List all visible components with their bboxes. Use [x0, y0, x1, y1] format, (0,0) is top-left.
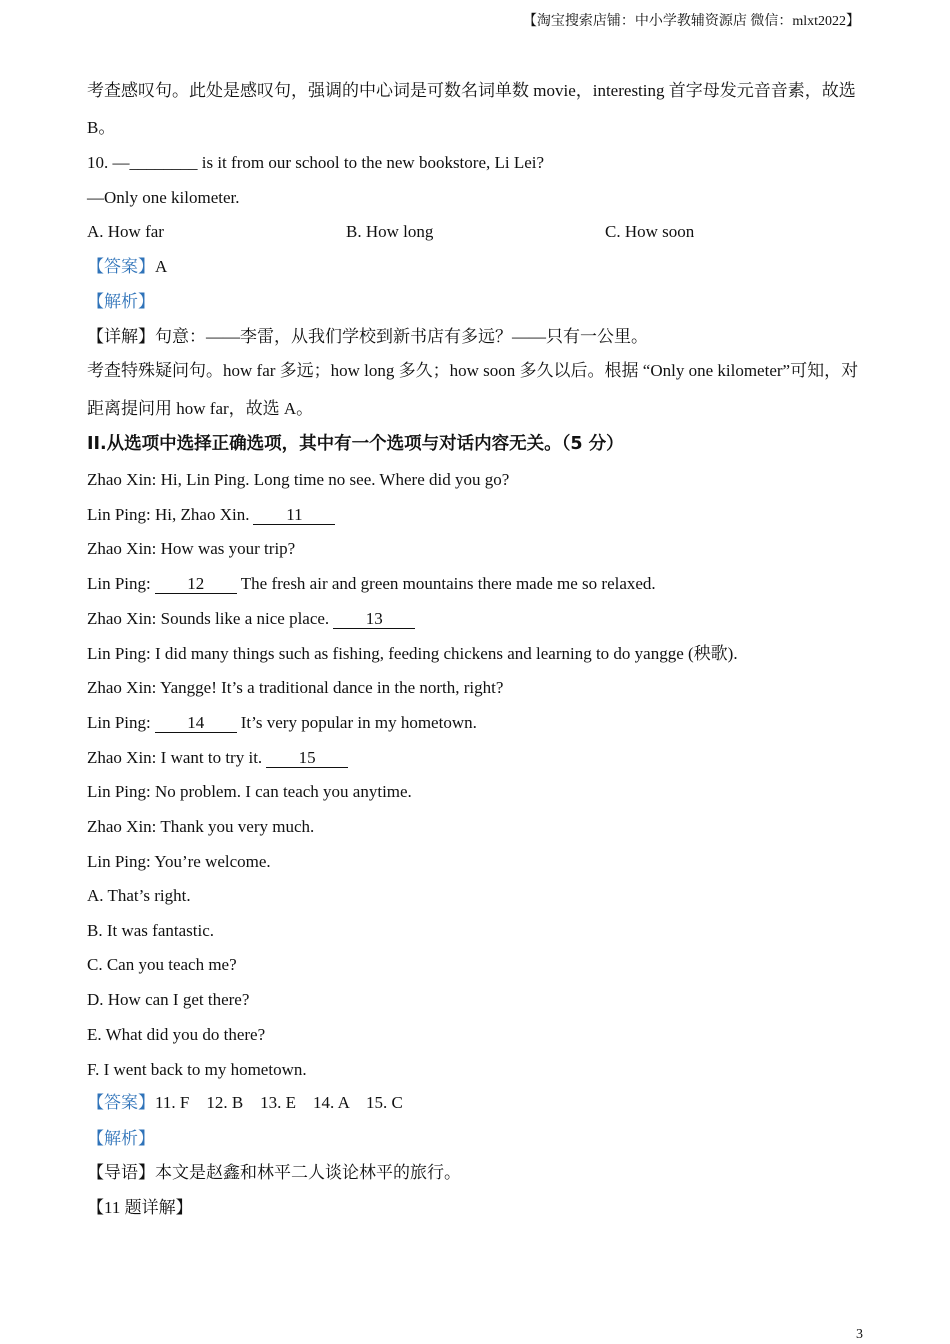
dialogue-text: Lin Ping: You’re welcome. — [87, 851, 271, 871]
dialogue-line — [87, 677, 503, 699]
dialogue-line — [87, 504, 339, 526]
dialogue-line — [87, 469, 509, 491]
dialogue-text: Lin Ping: No problem. I can teach you anytime. — [87, 782, 412, 802]
dialogue-text: Lin Ping: — [87, 712, 151, 732]
section2-option: B. It was fantastic. — [87, 920, 214, 940]
dialogue-line — [87, 538, 295, 560]
answer-blank: 13 — [333, 610, 415, 629]
q10-answer — [87, 256, 167, 278]
answer-blank: 12 — [155, 575, 237, 594]
dialogue-text-after: The fresh air and green mountains there made me so relaxed. — [240, 574, 656, 594]
dialogue-line — [87, 851, 271, 873]
q10-option-c: C. How soon — [605, 222, 695, 241]
page-header: 【淘宝搜索店铺：中小学教辅资源店 微信：mlxt2022】 — [522, 14, 860, 29]
section2-analysis-label: 【解析】 — [87, 1129, 155, 1148]
q10-response: —Only one kilometer. — [87, 188, 240, 207]
q10-option-a: A. How far — [87, 222, 164, 241]
section2-option: C. Can you teach me? — [87, 955, 237, 975]
section2-option: E. What did you do there? — [87, 1024, 266, 1044]
section2-title: II.从选项中选择正确选项，其中有一个选项与对话内容无关。（5 分） — [87, 434, 624, 454]
dialogue-line — [87, 781, 412, 803]
q10-analysis-label: 【解析】 — [87, 292, 155, 311]
section2-option: D. How can I get there? — [87, 990, 250, 1010]
q10-answer-label: 【答案】 — [87, 257, 155, 276]
q10-answer-value: A — [155, 257, 168, 276]
dialogue-text: Lin Ping: Hi, Zhao Xin. — [87, 504, 250, 524]
dialogue-line — [87, 643, 738, 665]
section2-option: A. That’s right. — [87, 886, 191, 905]
q10-explain-line1: 考查特殊疑问句。how far 多远；how long 多久；how soon 多久以后。根据 “Only one kilometer”可知，对 — [87, 361, 859, 380]
analysis-q9-line1: 考查感叹句。此处是感叹句，强调的中心词是可数名词单数 movie，interesting 首字母发元音音素，故选 — [87, 81, 856, 100]
dialogue-text-after: It’s very popular in my hometown. — [240, 712, 477, 732]
section2-answer-value: 11. F 12. B 13. E 14. A 15. C — [155, 1093, 403, 1112]
dialogue-text: Zhao Xin: I want to try it. — [87, 747, 263, 767]
dialogue-line — [87, 747, 352, 769]
dialogue-line — [87, 816, 314, 838]
q10-option-b: B. How long — [346, 222, 434, 241]
section2-option: F. I went back to my hometown. — [87, 1059, 307, 1079]
dialogue-text: Lin Ping: — [87, 574, 151, 594]
q10-explain-line2: 距离提问用 how far，故选 A。 — [87, 399, 314, 418]
dialogue-text: Zhao Xin: Hi, Lin Ping. Long time no see. Where did you go? — [87, 470, 510, 489]
answer-blank: 11 — [253, 506, 335, 525]
section2-answer-label: 【答案】 — [87, 1093, 155, 1112]
dialogue-text: Zhao Xin: How was your trip? — [87, 539, 296, 559]
dialogue-line — [87, 608, 419, 630]
dialogue-text: Zhao Xin: Sounds like a nice place. — [87, 608, 330, 628]
section2-answer — [87, 1092, 403, 1114]
analysis-q9-line2: B。 — [87, 118, 116, 137]
dialogue-line — [87, 573, 656, 595]
dialogue-text: Zhao Xin: Thank you very much. — [87, 817, 315, 836]
dialogue-text: Lin Ping: I did many things such as fishing, feeding chickens and learning to do yangge (秧歌). — [87, 643, 738, 663]
answer-blank: 14 — [155, 714, 237, 733]
page-number: 3 — [856, 1327, 863, 1342]
q10-stem: 10. —________ is it from our school to the new bookstore, Li Lei? — [87, 153, 545, 172]
answer-blank: 15 — [266, 749, 348, 768]
dialogue-text: Zhao Xin: Yangge! It’s a traditional dance in the north, right? — [87, 678, 504, 698]
q10-detail: 【详解】句意：——李雷，从我们学校到新书店有多远？——只有一公里。 — [87, 327, 648, 346]
q11-detail-heading: 【11 题详解】 — [87, 1198, 193, 1217]
dialogue-line — [87, 712, 477, 734]
section2-guide: 【导语】本文是赵鑫和林平二人谈论林平的旅行。 — [87, 1163, 461, 1182]
